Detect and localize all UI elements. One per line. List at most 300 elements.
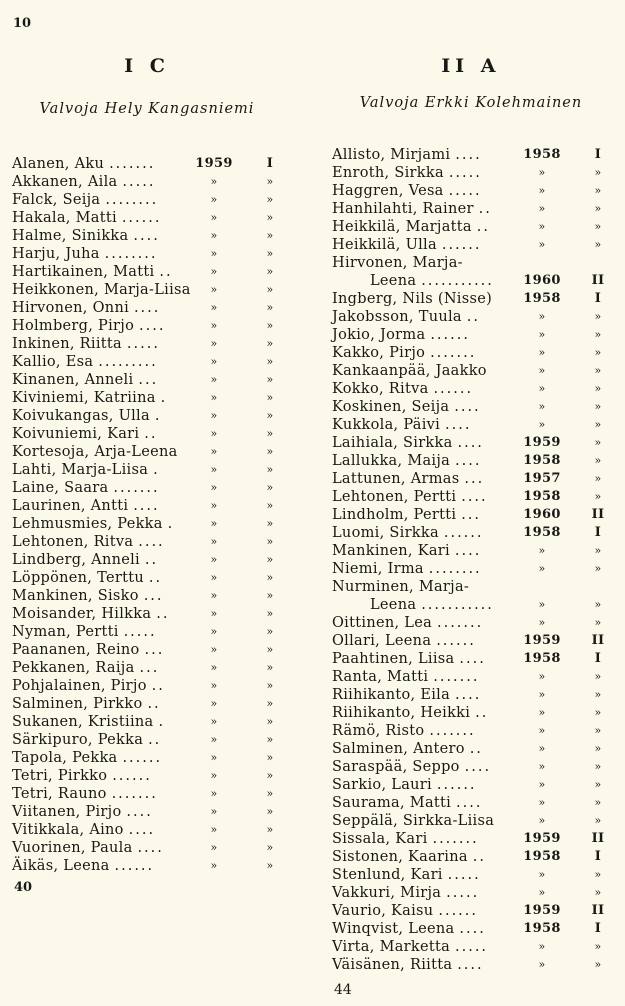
birth-year: » (210, 805, 218, 818)
grade-mark: » (266, 535, 274, 548)
leader-dots: . (158, 714, 166, 730)
leader-dots: ....... (430, 345, 477, 361)
grade-mark: » (594, 472, 602, 485)
student-name-text: Väisänen, Riitta (332, 957, 453, 973)
student-row (12, 569, 282, 587)
student-name-text: Lehtonen, Ritva (12, 534, 134, 550)
leader-dots: ... (138, 372, 159, 388)
grade-mark: » (266, 553, 274, 566)
leader-dots: .... (138, 534, 165, 550)
student-row (12, 497, 282, 515)
student-name (12, 353, 158, 371)
grade-mark: » (594, 454, 602, 467)
student-name-text: Viitanen, Pirjo (12, 804, 122, 820)
leader-dots: .... (457, 957, 484, 973)
student-name-text: Äikäs, Leena (12, 858, 110, 874)
student-name-text: Tetri, Rauno (12, 786, 107, 802)
student-name (370, 272, 494, 290)
grade-mark: II (591, 831, 605, 846)
student-name-text: Särkipuro, Pekka (12, 732, 144, 748)
grade-mark: » (266, 481, 274, 494)
student-row (12, 209, 282, 227)
birth-year: » (538, 562, 546, 575)
birth-year: » (210, 409, 218, 422)
student-row (332, 812, 610, 830)
student-name-text: Enroth, Sirkka (332, 165, 444, 181)
birth-year: 1959 (523, 633, 561, 648)
leader-dots: ...... (121, 210, 162, 226)
birth-year: » (210, 499, 218, 512)
student-row (12, 317, 282, 335)
birth-year: » (210, 283, 218, 296)
grade-mark: » (594, 814, 602, 827)
student-row (332, 794, 610, 812)
student-name (332, 884, 479, 902)
birth-year: 1959 (195, 156, 233, 171)
student-name-text: Vakkuri, Mirja (332, 885, 442, 901)
student-name-text: Nyman, Pertti (12, 624, 119, 640)
leader-dots: ... (139, 660, 160, 676)
student-name-text: Lindholm, Pertti (332, 507, 457, 523)
grade-mark: » (266, 733, 274, 746)
student-name-text: Vitikkala, Aino (12, 822, 124, 838)
grade-mark: II (591, 903, 605, 918)
student-name (332, 902, 478, 920)
student-name-text: Kortesoja, Arja-Leena (12, 444, 178, 460)
student-row (12, 803, 282, 821)
student-name (332, 524, 484, 542)
leader-dots: ....... (432, 831, 479, 847)
grade-mark: » (594, 670, 602, 683)
birth-year: » (210, 787, 218, 800)
student-name (332, 254, 463, 272)
student-row (332, 902, 610, 920)
grade-mark: » (266, 463, 274, 476)
leader-dots: ..... (455, 939, 489, 955)
grade-mark: I (594, 291, 602, 306)
student-row (12, 173, 282, 191)
student-name-text: Stenlund, Kari (332, 867, 443, 883)
student-row (332, 560, 610, 578)
student-name (332, 488, 488, 506)
birth-year: » (210, 571, 218, 584)
grade-mark: I (594, 651, 602, 666)
student-name-text: Heikkilä, Ulla (332, 237, 437, 253)
leader-dots: ........ (104, 246, 158, 262)
student-name-text: Kankaanpää, Jaakko (332, 363, 487, 379)
student-name-text: Jokio, Jorma (332, 327, 426, 343)
leader-dots: ......... (98, 354, 158, 370)
grade-mark: » (266, 643, 274, 656)
grade-mark: » (266, 337, 274, 350)
grade-mark: » (266, 193, 274, 206)
birth-year: » (538, 958, 546, 971)
leader-dots: ... (461, 507, 482, 523)
student-row (12, 443, 282, 461)
leader-dots: ........... (421, 597, 494, 613)
leader-dots: ..... (122, 174, 156, 190)
leader-dots: .... (459, 921, 486, 937)
student-row (332, 506, 610, 524)
birth-year: 1958 (523, 651, 561, 666)
leader-dots: ..... (448, 183, 482, 199)
student-row (332, 866, 610, 884)
leader-dots: ... (143, 588, 164, 604)
birth-year: 1958 (523, 489, 561, 504)
student-name-text: Lehtonen, Pertti (332, 489, 457, 505)
student-list (12, 155, 282, 875)
student-row (332, 848, 610, 866)
student-name (332, 470, 484, 488)
birth-year: » (210, 229, 218, 242)
student-name-text: Mankinen, Kari (332, 543, 450, 559)
student-name-text: Inkinen, Riitta (12, 336, 122, 352)
student-name-text: Sukanen, Kristiina (12, 714, 154, 730)
leader-dots: ....... (433, 669, 480, 685)
leader-dots: .... (454, 399, 481, 415)
leader-dots: ....... (111, 786, 158, 802)
leader-dots: ...... (114, 858, 155, 874)
leader-dots: ..... (447, 867, 481, 883)
grade-mark: » (594, 868, 602, 881)
leader-dots: ..... (448, 165, 482, 181)
student-name (332, 452, 481, 470)
grade-mark: » (266, 571, 274, 584)
student-list (332, 146, 610, 974)
student-name-text: Alanen, Aku (12, 156, 105, 172)
grade-mark: » (594, 724, 602, 737)
student-name-text: Laurinen, Antti (12, 498, 129, 514)
student-row (332, 146, 610, 164)
birth-year: » (210, 751, 218, 764)
student-row (332, 686, 610, 704)
birth-year: » (210, 715, 218, 728)
student-name (12, 461, 160, 479)
student-name-text: Holmberg, Pirjo (12, 318, 135, 334)
grade-mark: » (594, 490, 602, 503)
leader-dots: .. (475, 705, 489, 721)
student-name (332, 866, 481, 884)
student-name-text: Kiviniemi, Katriina (12, 390, 156, 406)
leader-dots: ..... (123, 624, 157, 640)
leader-dots: .... (128, 822, 156, 838)
grade-mark: » (266, 319, 274, 332)
leader-dots: ...... (438, 903, 479, 919)
page-number: 10 (13, 16, 32, 31)
student-name-text: Lallukka, Maija (332, 453, 451, 469)
birth-year: » (210, 445, 218, 458)
student-row (332, 236, 610, 254)
student-row (332, 272, 610, 290)
grade-mark: I (266, 156, 274, 171)
leader-dots: .... (464, 759, 492, 775)
student-row (12, 155, 282, 173)
leader-dots: .... (454, 687, 482, 703)
student-name (332, 308, 480, 326)
leader-dots: . (153, 462, 160, 478)
birth-year: » (538, 868, 546, 881)
birth-year: » (210, 211, 218, 224)
student-name-text: Vuorinen, Paula (12, 840, 133, 856)
grade-mark: » (594, 166, 602, 179)
birth-year: » (210, 589, 218, 602)
student-name (332, 344, 476, 362)
leader-dots: .... (455, 147, 482, 163)
student-name (332, 686, 481, 704)
grade-mark: » (594, 184, 602, 197)
birth-year: » (210, 373, 218, 386)
student-name (332, 218, 490, 236)
student-row (332, 938, 610, 956)
student-name (12, 407, 161, 425)
leader-dots: ...... (441, 237, 482, 253)
student-name (332, 560, 482, 578)
leader-dots: .... (455, 453, 482, 469)
student-row (332, 956, 610, 974)
birth-year: » (210, 265, 218, 278)
student-name-text: Sistonen, Kaarina (332, 849, 468, 865)
student-name (332, 740, 483, 758)
birth-year: 1958 (523, 291, 561, 306)
student-name-text: Allisto, Mirjami (332, 147, 451, 163)
student-name (332, 182, 482, 200)
grade-mark: » (594, 418, 602, 431)
student-name (12, 569, 162, 587)
birth-year: » (210, 661, 218, 674)
leader-dots: .. (151, 678, 165, 694)
birth-year: » (538, 202, 546, 215)
student-row (12, 659, 282, 677)
birth-year: » (538, 220, 546, 233)
leader-dots: .... (456, 795, 483, 811)
student-row (12, 245, 282, 263)
student-row (332, 470, 610, 488)
leader-dots: . (167, 516, 175, 532)
leader-dots: .... (461, 489, 488, 505)
birth-year: » (538, 328, 546, 341)
birth-year: » (538, 688, 546, 701)
student-name-text: Hakala, Matti (12, 210, 117, 226)
student-row (12, 605, 282, 623)
student-name (332, 938, 488, 956)
student-name (332, 848, 486, 866)
birth-year: 1959 (523, 831, 561, 846)
student-name (12, 533, 165, 551)
grade-mark: II (591, 273, 605, 288)
student-name (12, 425, 158, 443)
birth-year: » (538, 616, 546, 629)
leader-dots: ...... (443, 525, 484, 541)
student-name (332, 956, 484, 974)
student-name-text: Hanhilahti, Rainer (332, 201, 474, 217)
leader-dots: ..... (446, 885, 480, 901)
grade-mark: » (266, 427, 274, 440)
student-name (332, 506, 481, 524)
student-name-text: Salminen, Pirkko (12, 696, 143, 712)
grade-mark: II (591, 633, 605, 648)
student-row (12, 731, 282, 749)
student-row (332, 578, 610, 596)
student-name-text: Saurama, Matti (332, 795, 452, 811)
grade-mark: I (594, 921, 602, 936)
student-name (12, 209, 161, 227)
leader-dots: .. (148, 732, 162, 748)
leader-dots: .. (156, 606, 170, 622)
student-name (12, 803, 153, 821)
student-name-text: Pohjalainen, Pirjo (12, 678, 147, 694)
student-name (332, 236, 482, 254)
student-name-text: Luomi, Sirkka (332, 525, 439, 541)
birth-year: » (538, 364, 546, 377)
student-name-text: Lindberg, Anneli (12, 552, 140, 568)
student-row (12, 389, 282, 407)
student-name-text: Moisander, Hilkka (12, 606, 152, 622)
grade-mark: » (594, 562, 602, 575)
grade-mark: » (594, 310, 602, 323)
student-row (12, 227, 282, 245)
leader-dots: .... (133, 300, 161, 316)
birth-year: » (538, 310, 546, 323)
student-name-text: Laine, Saara (12, 480, 109, 496)
student-name-text: Saraspää, Seppo (332, 759, 460, 775)
student-name (12, 263, 173, 281)
birth-year: » (538, 544, 546, 557)
student-name-text: Hirvonen, Marja- (332, 255, 463, 271)
student-name (332, 434, 484, 452)
class-title: I C (124, 55, 170, 77)
supervisor-name: Valvoja Erkki Kolehmainen (359, 95, 583, 111)
birth-year: 1960 (523, 273, 561, 288)
student-row (332, 164, 610, 182)
leader-dots: .. (147, 696, 161, 712)
student-name (332, 812, 494, 830)
birth-year: » (538, 760, 546, 773)
student-name-text: Hirvonen, Onni (12, 300, 130, 316)
student-row (12, 587, 282, 605)
birth-year: » (210, 841, 218, 854)
birth-year: » (210, 391, 218, 404)
grade-mark: » (266, 265, 274, 278)
birth-year: 1957 (523, 471, 561, 486)
student-name-text: Kakko, Pirjo (332, 345, 426, 361)
leader-dots: ...... (436, 777, 477, 793)
leader-dots: .. (478, 201, 492, 217)
student-name-text: Virta, Marketta (332, 939, 451, 955)
student-name (12, 713, 165, 731)
leader-dots: ...... (433, 381, 474, 397)
grade-mark: » (594, 958, 602, 971)
student-row (12, 461, 282, 479)
student-name-text: Lahti, Marja-Liisa (12, 462, 149, 478)
student-name (332, 722, 476, 740)
student-name (332, 200, 492, 218)
grade-mark: » (266, 625, 274, 638)
student-name (370, 596, 494, 614)
birth-year: » (538, 238, 546, 251)
student-row (332, 308, 610, 326)
birth-year: » (538, 778, 546, 791)
student-name-text: Vaurio, Kaisu (332, 903, 434, 919)
grade-mark: » (266, 247, 274, 260)
birth-year: » (210, 535, 218, 548)
student-name (12, 641, 164, 659)
class-title: II A (441, 55, 501, 77)
student-name-text: Riihikanto, Eila (332, 687, 451, 703)
leader-dots: ....... (113, 480, 160, 496)
student-row (12, 425, 282, 443)
student-name-text: Tetri, Pirkko (12, 768, 108, 784)
student-name-text: Haggren, Vesa (332, 183, 444, 199)
student-name (12, 605, 169, 623)
leader-dots: .. (469, 741, 483, 757)
grade-mark: » (266, 751, 274, 764)
student-row (332, 362, 610, 380)
birth-year: » (538, 814, 546, 827)
leader-dots: ...... (436, 633, 476, 649)
grade-mark: » (266, 391, 274, 404)
grade-mark: » (266, 373, 274, 386)
grade-mark: » (266, 823, 274, 836)
student-name (332, 704, 488, 722)
student-name-text: Kokko, Ritva (332, 381, 429, 397)
birth-year: » (538, 796, 546, 809)
student-row (12, 371, 282, 389)
student-name (332, 398, 481, 416)
birth-year: » (538, 724, 546, 737)
birth-year: » (210, 697, 218, 710)
leader-dots: . (160, 390, 168, 406)
student-row (12, 407, 282, 425)
grade-mark: » (594, 616, 602, 629)
grade-mark: » (266, 517, 274, 530)
grade-mark: » (266, 301, 274, 314)
leader-dots: .... (133, 498, 160, 514)
grade-mark: » (266, 859, 274, 872)
student-row (332, 758, 610, 776)
grade-mark: » (266, 607, 274, 620)
student-name-text: Paahtinen, Liisa (332, 651, 455, 667)
grade-mark: » (266, 715, 274, 728)
student-name (332, 362, 487, 380)
birth-year: » (210, 679, 218, 692)
leader-dots: ... (144, 642, 165, 658)
grade-mark: » (594, 796, 602, 809)
grade-mark: » (594, 886, 602, 899)
leader-dots: ...... (112, 768, 152, 784)
leader-dots: ....... (109, 156, 156, 172)
student-name-text: Kinanen, Anneli (12, 372, 134, 388)
student-count: 44 (334, 982, 352, 998)
student-name-text: Lehmusmies, Pekka (12, 516, 163, 532)
student-name (12, 677, 165, 695)
student-name (12, 371, 158, 389)
grade-mark: » (594, 706, 602, 719)
student-name-text: Ingberg, Nils (Nisse) (332, 291, 493, 307)
grade-mark: » (266, 661, 274, 674)
student-name-text: Kallio, Esa (12, 354, 94, 370)
student-name (332, 668, 480, 686)
student-name-text: Riihikanto, Heikki (332, 705, 471, 721)
grade-mark: » (266, 679, 274, 692)
grade-mark: » (594, 598, 602, 611)
student-name (12, 245, 158, 263)
student-name (332, 416, 471, 434)
leader-dots: .... (133, 228, 160, 244)
student-name-text: Löppönen, Terttu (12, 570, 144, 586)
birth-year: » (210, 625, 218, 638)
grade-mark: » (594, 220, 602, 233)
student-row (12, 551, 282, 569)
